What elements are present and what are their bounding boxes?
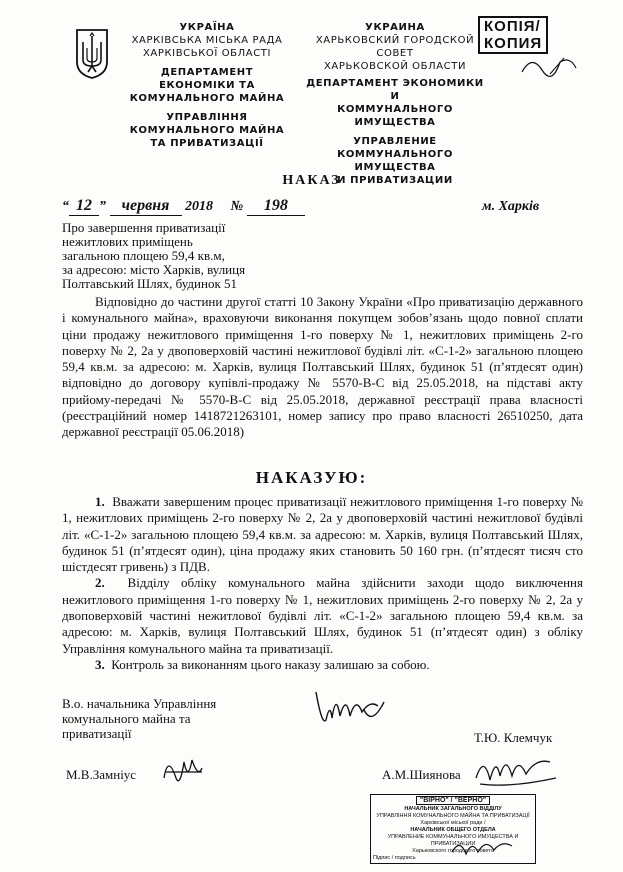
signatory-position bbox=[62, 696, 216, 741]
document-title: НАКАЗ bbox=[282, 173, 341, 188]
date-day: 12 bbox=[69, 197, 99, 216]
date-month: червня bbox=[110, 197, 182, 216]
footer-right-name: А.М.Шиянова bbox=[382, 767, 461, 782]
subject-line: Полтавський Шлях, будинок 51 bbox=[62, 276, 238, 291]
header-ru-dept-2: КОММУНАЛЬНОГО ИМУЩЕСТВА bbox=[337, 104, 453, 128]
subject-line: Про завершення приватизації bbox=[62, 220, 226, 235]
header-ua-admin-1: УПРАВЛІННЯ bbox=[166, 112, 248, 123]
preamble: Відповідно до частини другої статті 10 Закону України «Про приватизацію державного і комунального майна», враховуючи виконання покупцем зобов’язань щодо повної сплати ціни продажу нежитлового приміщення 1-го поверху № 1, нежитлових приміщень 2-го поверху № 2, 2а у двоповерховій частині нежитлової будівлі літ. «С-1-2» загальною площею 59,4 кв.м. за адресою: м. Харків, вулиця Полтавський Шлях, будинок 51 (п’ятдесят один) відповідно до договору купівлі-продажу № 5570-В-С від 25.05.2018, на підставі акту прийому-передачі № 5570-В-С від 25.05.2018, державної реєстрації права власності (реєстраційний номер 1418721263101, номер запису про право власності 26510250, дата державної реєстрації 05.06.2018) bbox=[62, 294, 583, 440]
order-number: 198 bbox=[247, 197, 305, 216]
subject-line: нежитлових приміщень bbox=[62, 234, 193, 249]
stamp-line: Харківської міської ради / bbox=[420, 820, 486, 826]
handwritten-signature bbox=[312, 682, 392, 735]
order-heading: НАКАЗУЮ: bbox=[255, 468, 368, 487]
header-ru-dept-1: ДЕПАРТАМЕНТ ЭКОНОМИКИ И bbox=[306, 78, 484, 102]
header-ru-oblast: ХАРЬКОВСКОЙ ОБЛАСТИ bbox=[323, 61, 467, 72]
position-line: комунального майна та bbox=[62, 711, 191, 726]
date-open-quote: “ bbox=[62, 199, 69, 214]
header-ru-admin-1: УПРАВЛЕНИЕ bbox=[353, 136, 437, 147]
header-ukrainian bbox=[112, 21, 302, 150]
order-items bbox=[62, 494, 583, 673]
position-line: В.о. начальника Управління bbox=[62, 696, 217, 711]
copy-stamp-scribble bbox=[520, 52, 580, 83]
order-item bbox=[62, 657, 583, 673]
stamp-line: НАЧАЛЬНИК ЗАГАЛЬНОГО ВІДДІЛУ bbox=[404, 806, 502, 812]
signatory-name: Т.Ю. Клемчук bbox=[474, 730, 553, 745]
header-ua-admin-3: ТА ПРИВАТИЗАЦІЇ bbox=[150, 138, 264, 149]
header-ru-council-2: СОВЕТ bbox=[376, 48, 414, 59]
order-item bbox=[62, 575, 583, 656]
order-item-number: 2. bbox=[95, 575, 105, 591]
subject-line: за адресою: місто Харків, вулиця bbox=[62, 262, 246, 277]
stamp-line: УПРАВЛЕНИЕ КОММУНАЛЬНОГО ИМУЩЕСТВА И ПРИВАТИЗАЦИИ bbox=[387, 834, 519, 847]
header-ru-admin-2: КОММУНАЛЬНОГО ИМУЩЕСТВА bbox=[337, 149, 453, 173]
date-year: 2018 bbox=[185, 199, 213, 214]
left-initials-signature bbox=[158, 748, 206, 795]
stamp-line: "ВІРНО" / "ВЕРНО" bbox=[416, 796, 490, 805]
header-ua-country: УКРАЇНА bbox=[179, 22, 235, 33]
header-ua-dept-3: КОМУНАЛЬНОГО МАЙНА bbox=[129, 93, 285, 104]
stamp-line: УПРАВЛІННЯ КОМУНАЛЬНОГО МАЙНА ТА ПРИВАТИЗАЦІЇ bbox=[376, 813, 530, 819]
header-ua-dept-1: ДЕПАРТАМЕНТ bbox=[160, 67, 254, 78]
order-item-text: Вважати завершеним процес приватизації нежитлового приміщення 1-го поверху № 1, нежитлових приміщень 2-го поверху № 2, 2а у двоповерховій частині нежитлової будівлі літ. «С-1-2» загальною площею 59,4 кв.м. за адресою: м. Харків, вулиця Полтавський Шлях, будинок 51 (п’ятдесят один), ціна продажу яких становить 50 160 грн. (п’ятдесят тисяч сто шістдесят гривень) з ПДВ. bbox=[62, 494, 584, 575]
copy-stamp bbox=[478, 16, 548, 54]
header-ru-country: УКРАИНА bbox=[365, 22, 425, 33]
header-russian bbox=[300, 21, 490, 187]
date-close-quote: ” bbox=[99, 199, 106, 214]
header-ru-council-1: ХАРЬКОВСКИЙ ГОРОДСКОЙ bbox=[315, 35, 475, 46]
copy-stamp-line-2: КОПИЯ bbox=[484, 35, 543, 52]
coat-of-arms-icon bbox=[75, 28, 109, 80]
header-ua-oblast: ХАРКІВСЬКОЇ ОБЛАСТІ bbox=[142, 48, 272, 59]
stamp-line: НАЧАЛЬНИК ОБЩЕГО ОТДЕЛА bbox=[410, 827, 496, 833]
order-item-number: 1. bbox=[95, 494, 105, 509]
header-ua-dept-2: ЕКОНОМІКИ ТА bbox=[159, 80, 255, 91]
position-line: приватизації bbox=[62, 726, 132, 741]
header-ua-admin-2: КОМУНАЛЬНОГО МАЙНА bbox=[129, 125, 285, 136]
copy-stamp-line-1: КОПІЯ/ bbox=[484, 18, 541, 35]
order-item bbox=[62, 494, 583, 575]
order-item-text: Контроль за виконанням цього наказу залишаю за собою. bbox=[111, 656, 430, 672]
order-item-number: 3. bbox=[95, 656, 105, 672]
stamp-signature bbox=[448, 834, 518, 867]
number-label: № bbox=[230, 199, 244, 214]
header-ua-council: ХАРКІВСЬКА МІСЬКА РАДА bbox=[131, 35, 283, 46]
stamp-line: Харьковского городского совета bbox=[412, 848, 494, 854]
date-line bbox=[62, 197, 305, 216]
header-ru-admin-3: И ПРИВАТИЗАЦИИ bbox=[337, 175, 453, 186]
stamp-line: Підпис / подпись bbox=[373, 855, 416, 861]
subject bbox=[62, 221, 245, 291]
subject-line: загальною площею 59,4 кв.м, bbox=[62, 248, 225, 263]
footer-left-name: М.В.Замніус bbox=[66, 767, 137, 782]
right-initials-signature bbox=[470, 748, 560, 795]
city: м. Харків bbox=[482, 199, 540, 214]
order-item-text: Відділу обліку комунального майна здійснити заходи щодо виключення нежитлового приміщення 1-го поверху № 1, нежитлових приміщень 2-го поверху № 2, 2а у двоповерховій частині нежитлової будівлі літ. «С-1-2» загальною площею 59,4 кв.м. за адресою: м. Харків, вулиця Полтавський Шлях, будинок 51 (п’ятдесят один) з обліку Управління комунального майна та приватизації. bbox=[62, 575, 583, 656]
